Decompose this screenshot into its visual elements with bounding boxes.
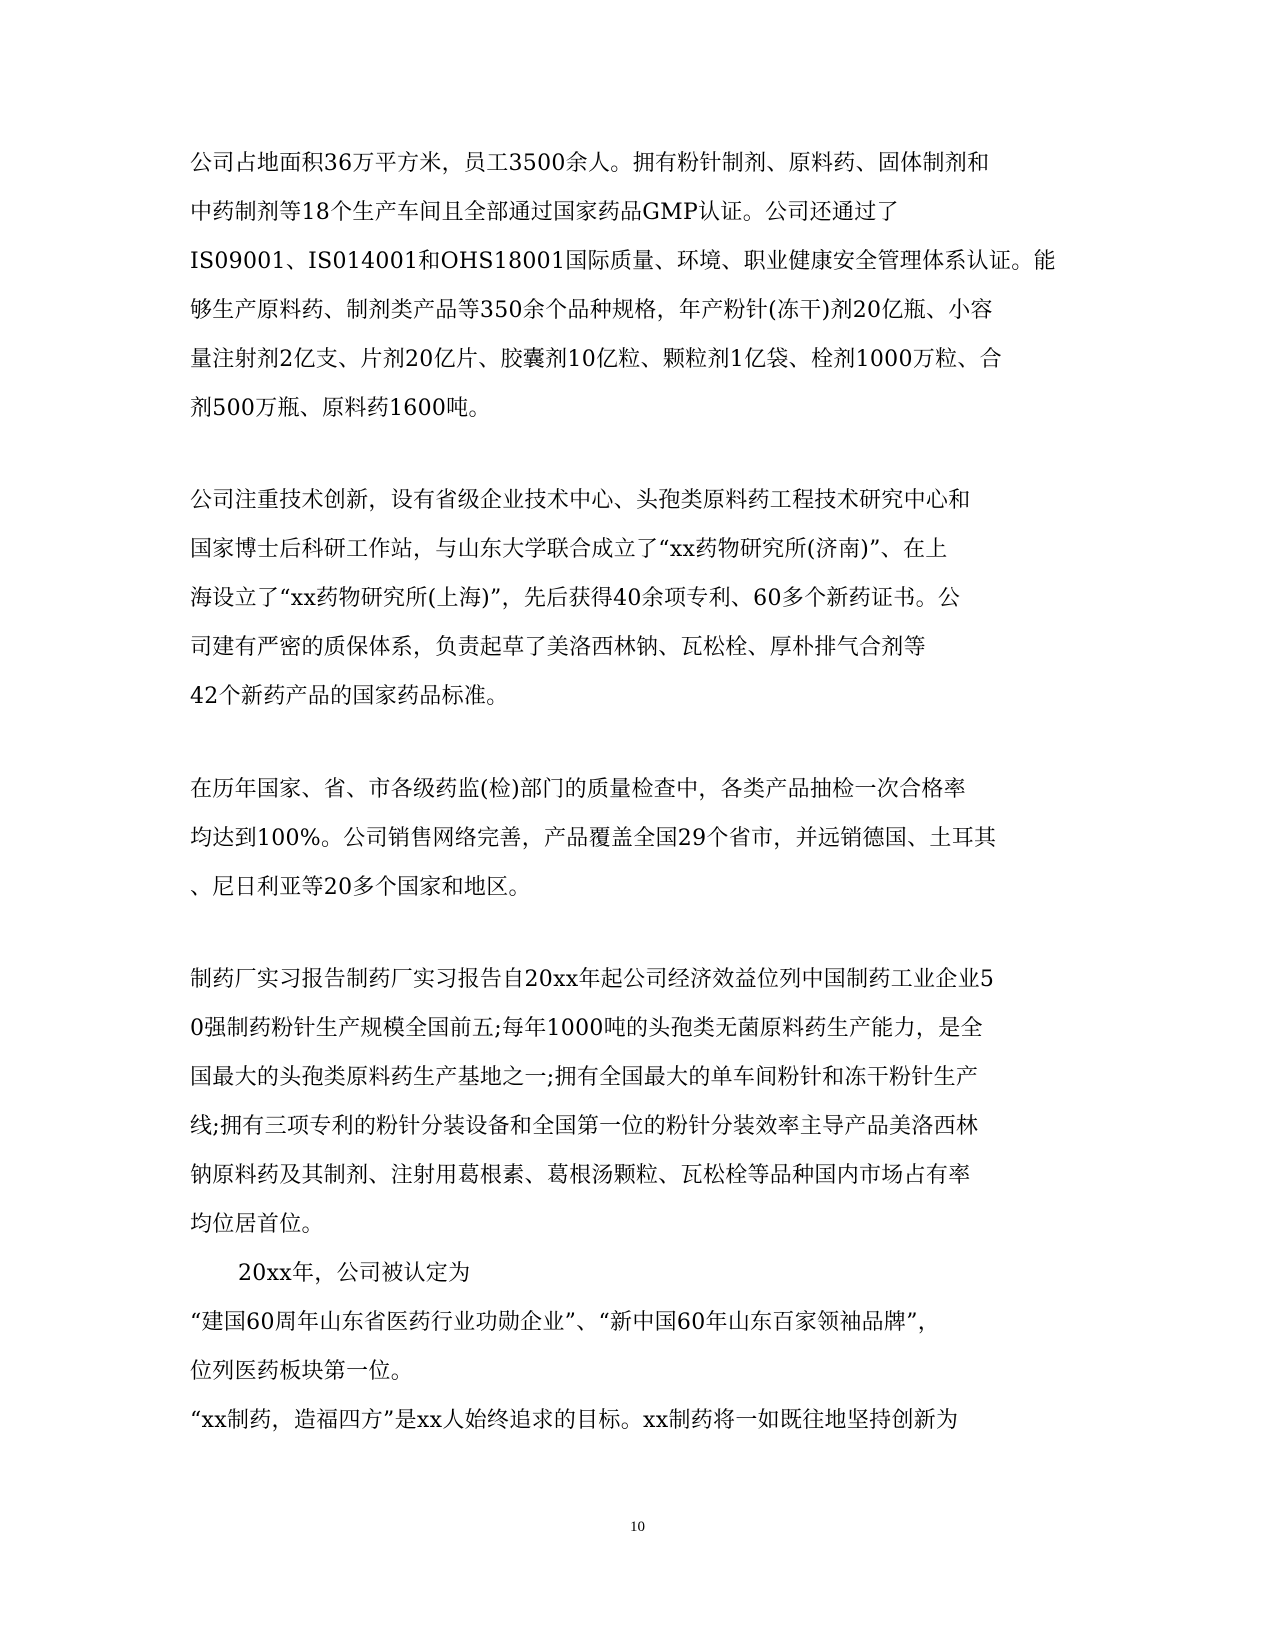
- text-line: 剂500万瓶、原料药1600吨。: [190, 396, 491, 421]
- text-line: 均达到100%。公司销售网络完善，产品覆盖全国29个省市，并远销德国、土耳其: [190, 826, 997, 851]
- text-line: 均位居首位。: [190, 1212, 324, 1237]
- text-line: “xx制药，造福四方”是xx人始终追求的目标。xx制药将一如既往地坚持创新为: [190, 1408, 959, 1433]
- text-line: 0强制药粉针生产规模全国前五;每年1000吨的头孢类无菌原料药生产能力，是全: [190, 1016, 983, 1041]
- text-line: 够生产原料药、制剂类产品等350余个品种规格，年产粉针(冻干)剂20亿瓶、小容: [190, 298, 993, 323]
- text-line: 位列医药板块第一位。: [190, 1359, 414, 1384]
- text-line: 、尼日利亚等20多个国家和地区。: [190, 875, 531, 900]
- text-line: IS09001、IS014001和OHS18001国际质量、环境、职业健康安全管理体系认证。能: [190, 249, 1056, 274]
- text-line: “建国60周年山东省医药行业功勋企业”、“新中国60年山东百家领袖品牌”，: [190, 1310, 941, 1335]
- text-line: 线;拥有三项专利的粉针分装设备和全国第一位的粉针分装效率主导产品美洛西林: [190, 1114, 979, 1139]
- text-line: 公司占地面积36万平方米，员工3500余人。拥有粉针制剂、原料药、固体制剂和: [190, 151, 990, 176]
- text-line: 在历年国家、省、市各级药监(检)部门的质量检查中，各类产品抽检一次合格率: [190, 777, 966, 802]
- page-number: 10: [630, 1519, 645, 1535]
- text-line: 钠原料药及其制剂、注射用葛根素、葛根汤颗粒、瓦松栓等品种国内市场占有率: [190, 1163, 971, 1188]
- text-line: 20xx年，公司被认定为: [238, 1261, 471, 1286]
- text-line: 司建有严密的质保体系，负责起草了美洛西林钠、瓦松栓、厚朴排气合剂等: [190, 635, 926, 660]
- text-line: 国最大的头孢类原料药生产基地之一;拥有全国最大的单车间粉针和冻干粉针生产: [190, 1065, 979, 1090]
- text-line: 海设立了“xx药物研究所(上海)”，先后获得40余项专利、60多个新药证书。公: [190, 586, 961, 611]
- text-line: 公司注重技术创新，设有省级企业技术中心、头孢类原料药工程技术研究中心和: [190, 488, 971, 513]
- text-line: 量注射剂2亿支、片剂20亿片、胶囊剂10亿粒、颗粒剂1亿袋、栓剂1000万粒、合: [190, 347, 1002, 372]
- text-line: 制药厂实习报告制药厂实习报告自20xx年起公司经济效益位列中国制药工业企业5: [190, 967, 995, 992]
- text-line: 国家博士后科研工作站，与山东大学联合成立了“xx药物研究所(济南)”、在上: [190, 537, 948, 562]
- text-line: 中药制剂等18个生产车间且全部通过国家药品GMP认证。公司还通过了: [190, 200, 899, 225]
- text-line: 42个新药产品的国家药品标准。: [190, 684, 509, 709]
